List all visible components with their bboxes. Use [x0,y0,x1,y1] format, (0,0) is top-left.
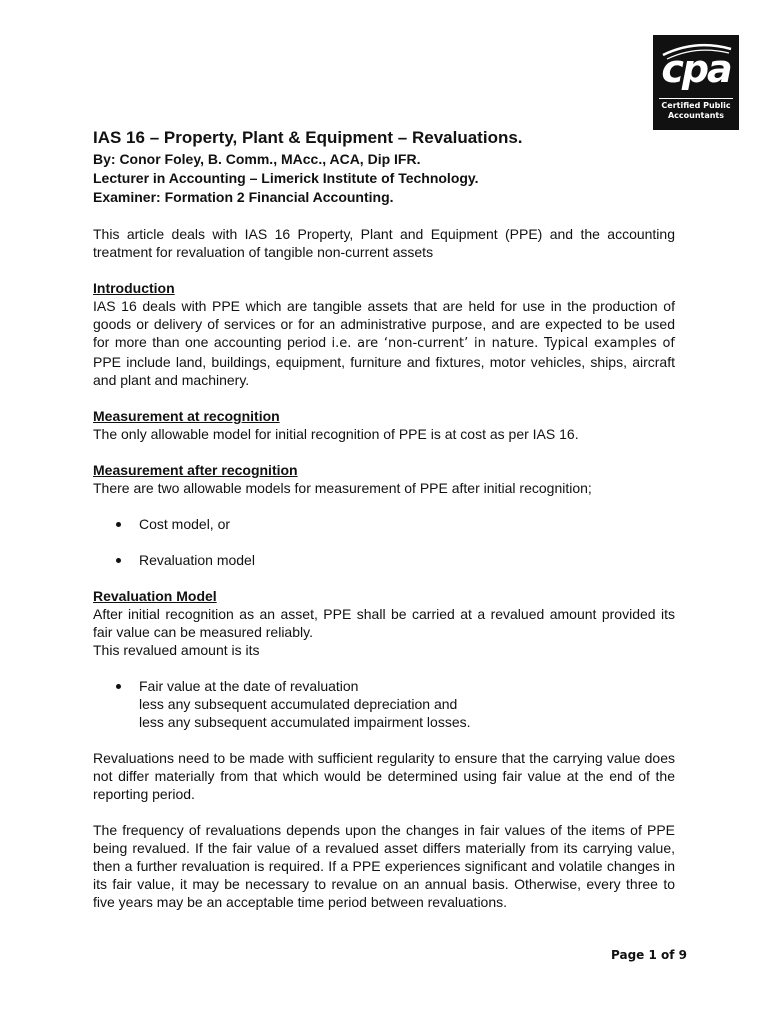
role-line: Lecturer in Accounting – Limerick Institute of Technology. [93,170,479,186]
introduction-text-3: PPE include land, buildings, equipment, furniture and fixtures, motor vehicles, ships, aircraft and plant and machinery. [93,354,675,388]
revaluation-model-text-1: After initial recognition as an asset, PPE shall be carried at a revalued amount provided its fair value can be measured reliably. [93,606,675,640]
measurement-at-recognition-heading: Measurement at recognition [93,408,280,424]
measurement-at-recognition-text: The only allowable model for initial recognition of PPE is at cost as per IAS 16. [93,426,579,442]
fair-value-line-2: less any subsequent accumulated depreciation and [139,696,458,712]
fair-value-line-3: less any subsequent accumulated impairment losses. [139,714,471,730]
spacer [93,497,675,515]
logo-subtitle-line2: Accountants [667,111,725,120]
list-item-cost-model [93,515,675,533]
introduction-heading: Introduction [93,280,175,296]
revaluation-model-heading: Revaluation Model [93,588,217,604]
measurement-after-recognition-heading: Measurement after recognition [93,462,298,478]
spacer [93,261,675,279]
cpa-logo [653,35,739,130]
logo-divider [659,98,733,99]
bullet-text: Cost model, or [139,516,231,532]
bullet-dot [116,522,121,527]
bullet-text: Revaluation model [139,552,255,568]
spacer [93,443,675,461]
article-body [93,126,675,911]
measurement-after-recognition-text: There are two allowable models for measurement of PPE after initial recognition; [93,480,592,496]
intro-paragraph: This article deals with IAS 16 Property, Plant and Equipment (PPE) and the accounting treatment for revaluation of tangible non-current assets [93,226,675,260]
page-number: Page 1 of 9 [611,948,687,962]
spacer [93,389,675,407]
bullet-dot [116,684,121,689]
logo-subtitle-line1: Certified Public [661,101,731,110]
regularity-paragraph: Revaluations need to be made with sufficient regularity to ensure that the carrying value does not differ materially from that which would be determined using fair value at the end of the reporting period. [93,750,675,802]
introduction-text-1: IAS 16 deals with PPE which are tangible assets that are held for use in the production of goods or delivery of services or for an administrative purpose, and are expected to be used for more than one accounting period [93,298,675,350]
spacer [93,569,675,587]
author-line: By: Conor Foley, B. Comm., MAcc., ACA, Dip IFR. [93,151,421,167]
introduction-paragraph [93,297,675,389]
bullet-dot [116,558,121,563]
spacer [93,207,675,225]
spacer [93,659,675,677]
frequency-paragraph: The frequency of revaluations depends upon the changes in fair values of the items of PPE being revalued. If the fair value of a revalued asset differs materially from its carrying value, then a further revaluation is required. If a PPE experiences significant and volatile changes in its fair value, it may be necessary to revalue on an annual basis. Otherwise, every three to five years may be an acceptable time period between revaluations. [93,822,675,910]
introduction-text-2: i.e. are ‘non-current’ in nature. Typical examples of [331,336,676,351]
logo-word: cpa [661,47,731,91]
article-title: IAS 16 – Property, Plant & Equipment – Revaluations. [93,128,523,147]
logo-subtitle [653,101,739,121]
fair-value-list [93,677,675,731]
list-item-fair-value [93,677,675,731]
spacer [93,731,675,749]
revaluation-model-text-2: This revalued amount is its [93,642,260,658]
measurement-models-list [93,515,675,569]
fair-value-line-1: Fair value at the date of revaluation [139,678,359,694]
examiner-line: Examiner: Formation 2 Financial Accounting. [93,189,394,205]
list-item-revaluation-model [93,551,675,569]
spacer [93,803,675,821]
